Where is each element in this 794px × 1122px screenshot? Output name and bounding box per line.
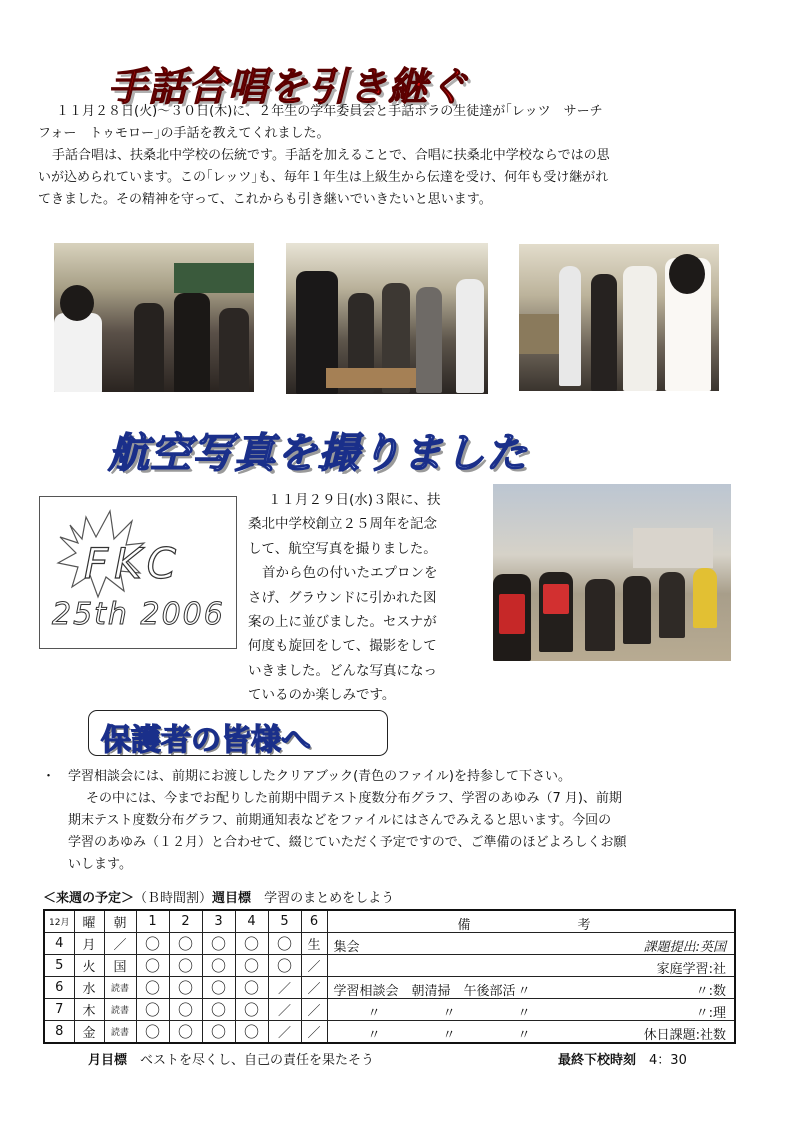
- row-period-1: 〇: [136, 999, 169, 1021]
- row-period-6: ／: [301, 1021, 327, 1044]
- notice-line: 学習のあゆみ（１２月）と合わせて、綴じていただく予定ですので、ご準備のほどよろしくお願: [68, 835, 627, 850]
- dismissal-label: 最終下校時刻: [558, 1053, 637, 1068]
- row-day: 金: [74, 1021, 104, 1044]
- header-period-1: 1: [136, 910, 169, 933]
- remark-mid-1: 〃: [367, 1028, 381, 1043]
- row-morning: 国: [104, 955, 136, 977]
- notice-title: 保護者の皆様へ: [101, 723, 311, 758]
- classroom-photo-3: [519, 244, 719, 391]
- row-day: 木: [74, 999, 104, 1021]
- row-period-6: ／: [301, 999, 327, 1021]
- section2-line: ているのか楽しみです。: [248, 687, 396, 704]
- row-remarks: [327, 1021, 735, 1044]
- row-date: 5: [44, 955, 74, 977]
- section1-para2-line3: てきました。その精神を守って、これからも引き継いでいきたいと思います。: [38, 192, 492, 207]
- notice-line: いします。: [68, 857, 132, 872]
- row-period-2: 〇: [169, 1021, 202, 1044]
- section2-line: 桑北中学校創立２５周年を記念: [248, 516, 437, 533]
- notice-body: [68, 766, 748, 876]
- section2-line: 案の上に並びました。セスナが: [248, 614, 437, 631]
- header-remarks-1: 備: [457, 918, 471, 933]
- header-period-5: 5: [268, 910, 301, 933]
- table-row: [44, 933, 735, 955]
- header-period-2: 2: [169, 910, 202, 933]
- row-period-3: 〇: [202, 999, 235, 1021]
- row-date: 7: [44, 999, 74, 1021]
- row-date: 6: [44, 977, 74, 999]
- row-period-4: 〇: [235, 977, 268, 999]
- row-period-4: 〇: [235, 955, 268, 977]
- section1-para1-line2: フォー トゥモロー｣の手話を教えてくれました。: [38, 126, 330, 141]
- remark-right: 〃:理: [695, 1006, 726, 1021]
- row-day: 月: [74, 933, 104, 955]
- section2-line: さげ、グラウンドに引かれた図: [248, 589, 437, 606]
- section1-para2-line2: いが込められています。この｢レッツ｣も、毎年１年生は上級生から伝達を受け、何年も受け継がれ: [38, 170, 609, 185]
- row-period-4: 〇: [235, 933, 268, 955]
- schedule-timetable: （Ｂ時間割）: [134, 891, 213, 906]
- section2-title: 航空写真を撮りました: [108, 429, 528, 477]
- header-month: 12月: [44, 910, 74, 933]
- section1-para1-line1: １１月２８日(火)～３０日(木)に、２年生の学年委員会と手話ボラの生徒達が｢レッツ サーチ: [56, 104, 603, 119]
- row-date: 8: [44, 1021, 74, 1044]
- remark-mid-3: 〃: [517, 984, 531, 999]
- row-remarks: [327, 977, 735, 999]
- classroom-photo-1: [54, 243, 254, 392]
- table-row: [44, 999, 735, 1021]
- logo-fkc-text: FKC: [84, 539, 182, 588]
- section1-para2-line1: 手話合唱は、扶桑北中学校の伝統です。手話を加えることで、合唱に扶桑北中学校ならではの思: [52, 148, 610, 163]
- schedule-table: [43, 909, 736, 1044]
- remark-right: 課題提出:英国: [643, 940, 726, 955]
- header-day: 曜: [74, 910, 104, 933]
- notice-heading-box: [88, 710, 388, 756]
- remark-left: 学習相談会 朝清掃 午後部活: [333, 984, 516, 999]
- row-period-4: 〇: [235, 999, 268, 1021]
- weekly-goal-text: 学習のまとめをしよう: [264, 891, 395, 906]
- schoolyard-photo: [493, 484, 731, 661]
- table-row: [44, 1021, 735, 1044]
- row-period-5: ／: [268, 1021, 301, 1044]
- section2-line: 何度も旋回をして、撮影をして: [248, 638, 437, 655]
- section1-title: 手話合唱を引き継ぐ: [108, 65, 469, 110]
- monthly-goal-text: ベストを尽くし、自己の責任を果たそう: [140, 1053, 375, 1068]
- row-period-1: 〇: [136, 955, 169, 977]
- bullet-mark: ・: [42, 769, 56, 784]
- section2-line: いきました。どんな写真になっ: [248, 662, 437, 679]
- row-period-5: 〇: [268, 933, 301, 955]
- table-header-row: [44, 910, 735, 933]
- notice-line: 学習相談会には、前期にお渡ししたクリアブック(青色のファイル)を持参して下さい。: [68, 769, 571, 784]
- table-row: [44, 955, 735, 977]
- header-period-3: 3: [202, 910, 235, 933]
- logo-year-text: 25th 2006: [52, 597, 225, 632]
- remark-right: 〃:数: [695, 984, 726, 999]
- row-period-6: 生: [301, 933, 327, 955]
- row-period-3: 〇: [202, 977, 235, 999]
- row-period-2: 〇: [169, 933, 202, 955]
- row-morning: 読書: [104, 999, 136, 1021]
- dismissal-time: [558, 1049, 687, 1068]
- row-day: 火: [74, 955, 104, 977]
- row-remarks: [327, 933, 735, 955]
- row-period-1: 〇: [136, 933, 169, 955]
- header-period-6: 6: [301, 910, 327, 933]
- header-morning: 朝: [104, 910, 136, 933]
- notice-line: その中には、今までお配りした前期中間テスト度数分布グラフ、学習のあゆみ（7 月)、前期: [86, 791, 622, 806]
- row-period-1: 〇: [136, 1021, 169, 1044]
- row-period-3: 〇: [202, 1021, 235, 1044]
- row-period-2: 〇: [169, 999, 202, 1021]
- remark-mid-2: 〃: [442, 1028, 456, 1043]
- remark-mid-3: 〃: [517, 1028, 531, 1043]
- header-remarks: [327, 910, 735, 933]
- table-row: [44, 977, 735, 999]
- notice-line: 期末テスト度数分布グラフ、前期通知表などをファイルにはさんでみえると思います。今回の: [68, 813, 612, 828]
- section1-body: [38, 101, 758, 211]
- row-remarks: [327, 955, 735, 977]
- monthly-goal: [88, 1049, 374, 1068]
- row-remarks: [327, 999, 735, 1021]
- row-period-3: 〇: [202, 933, 235, 955]
- row-period-5: ／: [268, 999, 301, 1021]
- header-remarks-2: 考: [577, 918, 591, 933]
- row-morning: 読書: [104, 977, 136, 999]
- row-date: 4: [44, 933, 74, 955]
- row-day: 水: [74, 977, 104, 999]
- schedule-heading-label: ＜来週の予定＞: [43, 891, 135, 906]
- row-period-4: 〇: [235, 1021, 268, 1044]
- section2-line: して、航空写真を撮りました。: [248, 540, 437, 557]
- schedule-heading: [43, 887, 394, 906]
- row-period-6: ／: [301, 955, 327, 977]
- row-period-6: ／: [301, 977, 327, 999]
- header-period-4: 4: [235, 910, 268, 933]
- row-period-3: 〇: [202, 955, 235, 977]
- dismissal-time-value: 4：30: [649, 1053, 687, 1068]
- section2-line: 首から色の付いたエプロンを: [262, 565, 438, 582]
- section2-line: １１月２９日(水)３限に、扶: [268, 492, 441, 508]
- row-morning: 読書: [104, 1021, 136, 1044]
- row-period-5: ／: [268, 977, 301, 999]
- row-period-2: 〇: [169, 977, 202, 999]
- row-period-5: 〇: [268, 955, 301, 977]
- monthly-goal-label: 月目標: [88, 1053, 128, 1068]
- weekly-goal-label: 週目標: [212, 891, 252, 906]
- row-morning: ／: [104, 933, 136, 955]
- remark-left: 集会: [333, 940, 360, 955]
- remark-right: 休日課題:社数: [643, 1028, 726, 1043]
- remark-mid-2: 〃: [442, 1006, 456, 1021]
- section2-body: [248, 488, 488, 708]
- classroom-photo-2: [286, 243, 488, 394]
- remark-right: 家庭学習:社: [656, 962, 726, 977]
- remark-mid-1: 〃: [367, 1006, 381, 1021]
- remark-mid-3: 〃: [517, 1006, 531, 1021]
- fkc-25th-logo: [39, 496, 237, 649]
- row-period-2: 〇: [169, 955, 202, 977]
- row-period-1: 〇: [136, 977, 169, 999]
